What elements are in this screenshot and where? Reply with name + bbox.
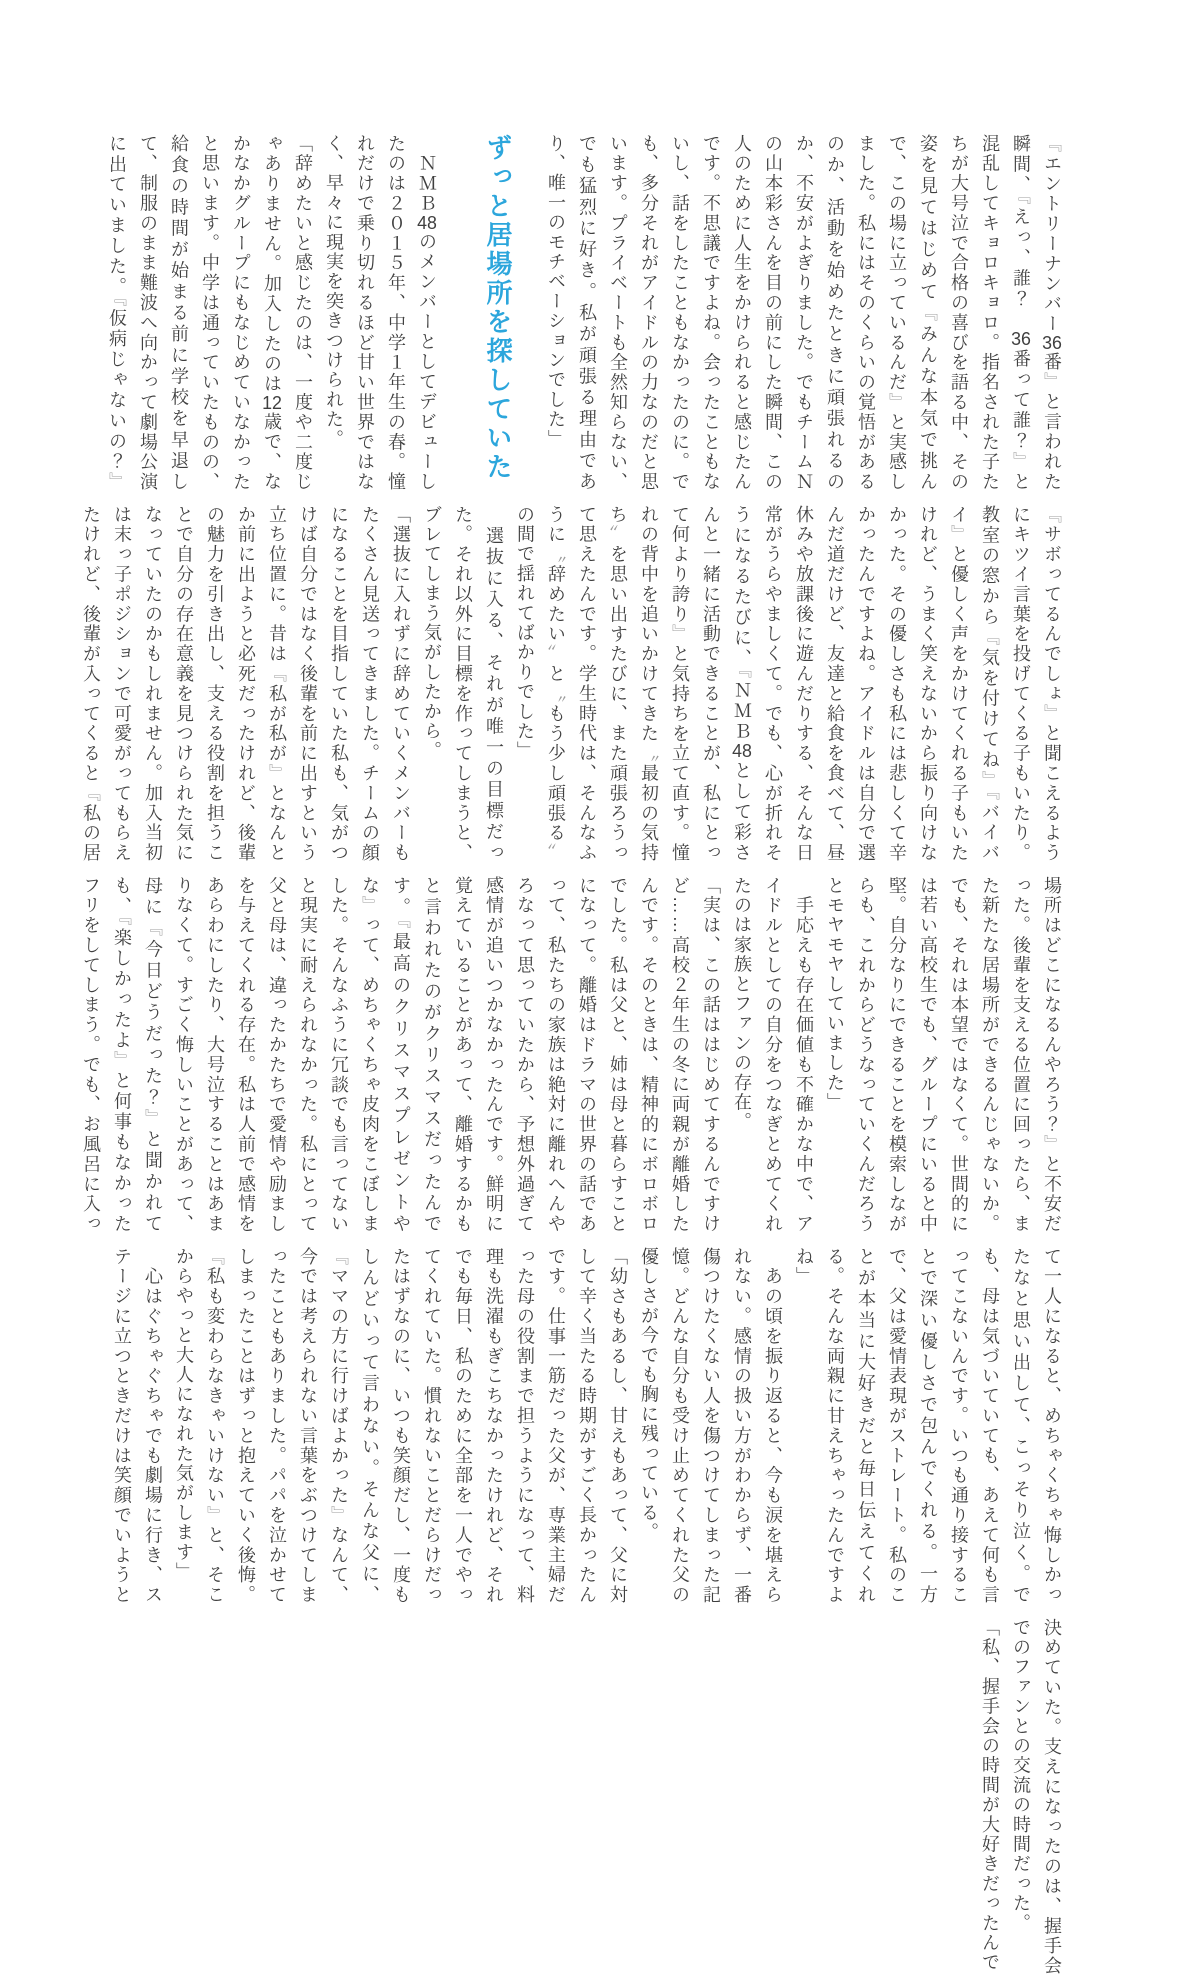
paragraph-5: 「選抜に入れずに辞めていくメンバーもたくさん見送ってきました。チームの顔になることを目指していた私も、気がつけば自分ではなく後輩を前に出すという立ち位置に。昔は『私が私が』となんとか前に出ようと必死だったけれど、後輩の魅力を引き出し、支える役割を担うことで自分の存在意義を見つけられた気になっていたのかもしれません。加入当初は末っ子ポジションで可愛がってもらえたけれど、後輩が入ってくると『私の居場所はどこになるんやろう？』と不安だった。後輩を支える位置に回ったら、また新たな居場所ができるんじゃないか。でも、それは本望ではなくて。世間的には若い高校生でも、グループにいると中堅。自分なりにできることを模索しながらも、これからどうなっていくんだろうとモヤモヤしていました」 [81, 505, 1062, 1234]
paragraph-9: 「幼さもあるし、甘えもあって、父に対して辛く当たる時期がすごく長かったんです。仕事一筋だった父が、専業主婦だった母の役割まで担うようになって、料理も洗濯もぎこちなかったけれど、それでも毎日、私のために全部を一人でやってくれていた。慣れないことだらけだったはずなのに、いつも笑顔だし、一度もしんどいって言わない。そんな父に、『ママの方に行けばよかった』なんて、今では考えられない言葉をぶつけてしまったこともありました。パパを泣かせてしまったことはずっと抱えていく後悔。『私も変わらなきゃいけない』と、そこからやっと大人になれた気がします」 [174, 1247, 628, 1606]
paragraph-11: 「私、握手会の時間が大好きだったんで [980, 1618, 1000, 1973]
paragraph-10: 心はぐちゃぐちゃでも劇場に行き、ステージに立つときだけは笑顔でいようと決めていた。支えになったのは、握手会でのファンとの交流の時間だった。 [112, 1247, 1062, 1976]
paragraph-7: 「実は、この話ははじめてするんですけど……高校２年生の冬に両親が離婚したんです。そのときは、精神的にボロボロでした。私は父と、姉は母と暮らすことになって。離婚はドラマの世界の話であって、私たちの家族は絶対に離れへんやろなって思っていたから、予想外過ぎて感情が追いつかなかったんです。鮮明に覚えていることがあって、離婚するかもと言われたのがクリスマスだったんです。『最高のクリスマスプレゼントやな』って、めちゃくちゃ皮肉をこぼしました。そんなふうに冗談でも言ってないと現実に耐えられなかった。私にとって父と母は、違ったかたちで愛情や励ましを与えてくれる存在。私は人前で感情をあらわにしたり、大号泣することはあまりなくて。すごく悔しいことがあって、母に『今日どうだった？』と聞かれても、『楽しかったよ』と何事もなかったフリをしてしまう。でも、お風呂に入って一人になると、めちゃくちゃ悔しかったなと思い出して、こっそり泣く。でも、母は気づいていても、あえて何も言ってこないんです。いつも通り接することで深い優しさで包んでくれる。一方で、父は愛情表現がストレート。私のことが本当に大好きだと毎日伝えてくれる。そんな両親に甘えちゃったんですよね」 [81, 876, 1062, 1605]
paragraph-4: 選抜に入る、それが唯一の目標だった。それ以外に目標を作ってしまうと、ブレてしまう気がしたから。 [422, 505, 504, 863]
paragraph-8: あの頃を振り返ると、今も涙を堪えられない。感情の扱い方がわからず、一番傷つけたくない人を傷つけてしまった記憶。どんな自分も受け止めてくれた父の優しさが今でも胸に残っている。 [639, 1247, 783, 1605]
article-text-flow [72, 134, 1067, 1976]
paragraph-1: 『エントリーナンバー36番』と言われた瞬間、『えっ、誰？ 36番って誰？』と混乱してキョロキョロ。指名された子たちが大号泣で合格の喜びを語る中、その姿を見てはじめて『みんな本気で挑んで、この場に立っているんだ』と実感しました。私にはそのくらいの覚悟があるのか、活動を始めたときに頑張れるのか、不安がよぎりました。でもチームＮの山本彩さんを目の前にした瞬間、この人のために人生をかけられると感じたんです。不思議ですよね。会ったこともないし、話をしたこともなかったのに。でも、多分それがアイドルの力なのだと思います。プライベートも全然知らない、でも猛烈に好き。私が頑張る理由であり、唯一のモチベーションでした」 [546, 134, 1062, 492]
paragraph-3: 「辞めたいと感じたのは、一度や二度じゃありません。加入したのは12歳で、なかなかグループにもなじめていなかったと思います。中学は通っていたものの、給食の時間が始まる前に学校を早退して、制服のまま難波へ向かって劇場公演に出ていました。『仮病じゃないの？』『サボってるんでしょ』と聞こえるようにキツイ言葉を投げてくる子もいたり。教室の窓から『気を付けてね』『バイバイ』と優しく声をかけてくれる子もいたけれど、うまく笑えないから振り向けなかった。その優しさも私には悲しくて辛かったんですよね。アイドルは自分で選んだ道だけど、友達と給食を食べて、昼休みや放課後に遊んだりする、そんな日常がうらやましくて。でも、心が折れそうになるたびに、『ＮＭＢ48として彩さんと一緒に活動できることが、私にとって何より誇り』と気持ちを立て直す。憧れの背中を追いかけてきた〝最初の気持ち〟を思い出すたびに、また頑張ろうって思えたんです。学生時代は、そんなふうに〝辞めたい〟と〝もう少し頑張る〟の間で揺れてばかりでした」 [107, 134, 1062, 864]
section-heading: ずっと居場所を探していた [483, 134, 513, 482]
paragraph-2: ＮＭＢ48のメンバーとしてデビューしたのは２０１５年、中学１年生の春。憧れだけで乗り切れるほど甘い世界ではなく、早々に現実を突きつけられた。 [324, 134, 437, 492]
paragraph-6: 手応えも存在価値も不確かな中で、アイドルとしての自分をつなぎとめてくれたのは家族とファンの存在。 [732, 876, 814, 1234]
